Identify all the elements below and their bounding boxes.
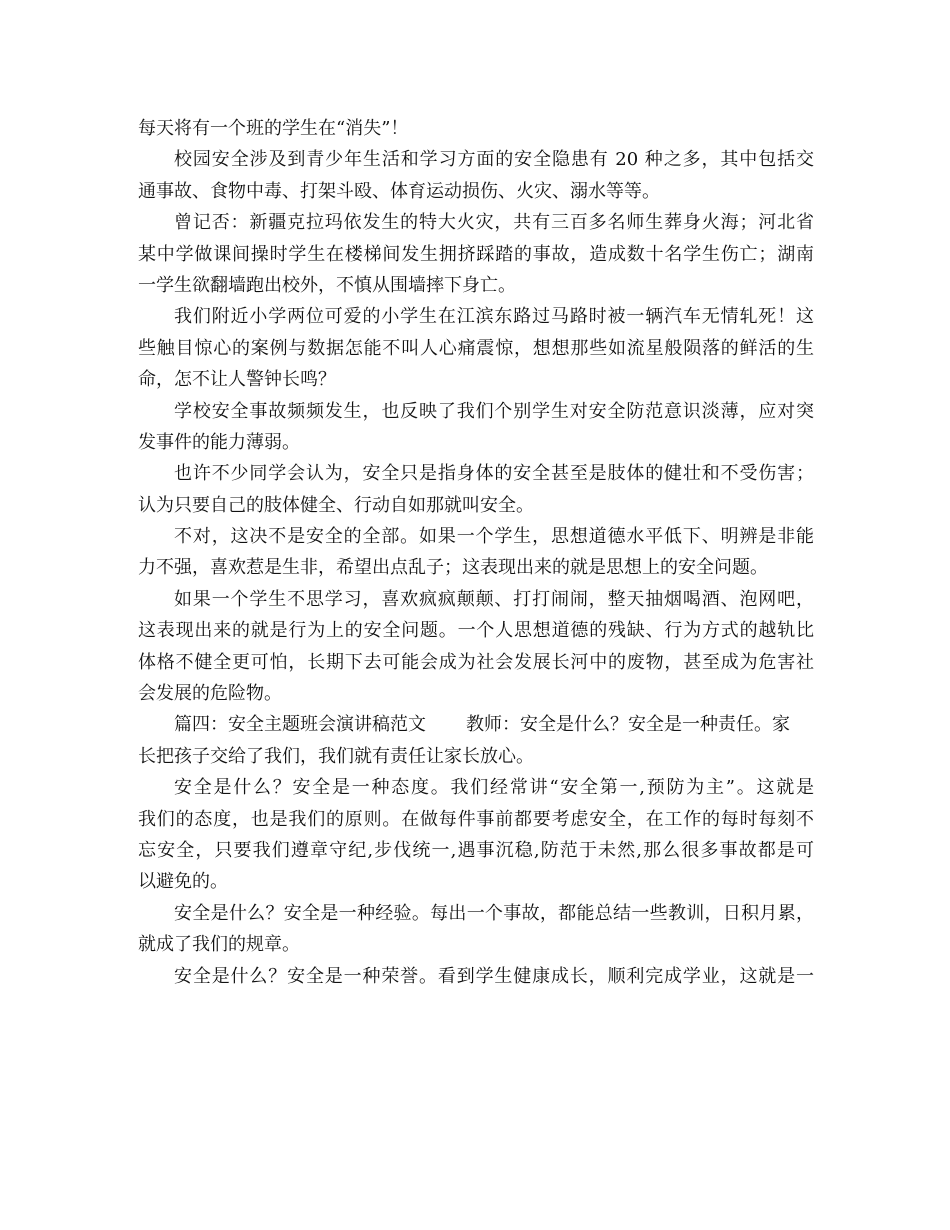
paragraph-line: 不对，这决不是安全的全部。如果一个学生，思想道德水平低下、明辨是非能 (174, 526, 814, 548)
paragraph-line: 学校安全事故频频发生，也反映了我们个别学生对安全防范意识淡薄，应对突 (174, 400, 814, 422)
paragraph-line: 安全是什么？安全是一种态度。我们经常讲“安全第一,预防为主”。这就是 (174, 777, 814, 799)
paragraph-line: 某中学做课间操时学生在楼梯间发生拥挤踩踏的事故，造成数十名学生伤亡；湖南 (138, 243, 814, 265)
paragraph-line: 每天将有一个班的学生在“消失”！ (138, 118, 409, 139)
paragraph-line: 这表现出来的就是行为上的安全问题。一个人思想道德的残缺、行为方式的越轨比 (138, 620, 814, 642)
paragraph-line: 教师：安全是什么？安全是一种责任。家 (466, 714, 790, 736)
paragraph-line: 也许不少同学会认为，安全只是指身体的安全甚至是肢体的健壮和不受伤害； (174, 463, 814, 485)
paragraph-line: 一学生欲翻墙跑出校外，不慎从围墙摔下身亡。 (138, 274, 516, 296)
paragraph-line: 如果一个学生不思学习，喜欢疯疯颠颠、打打闹闹，整天抽烟喝酒、泡网吧， (174, 588, 814, 610)
section-heading: 篇四：安全主题班会演讲稿范文 (174, 714, 426, 736)
document-body (138, 113, 814, 992)
paragraph-line: 长把孩子交给了我们，我们就有责任让家长放心。 (138, 745, 534, 767)
paragraph-line: 我们的态度，也是我们的原则。在做每件事前都要考虑安全，在工作的每时每刻不 (138, 808, 814, 830)
paragraph-line: 命，怎不让人警钟长鸣？ (138, 369, 336, 391)
paragraph-line: 会发展的危险物。 (138, 683, 282, 705)
paragraph-line: 以避免的。 (138, 871, 228, 893)
section-heading-line (138, 709, 814, 740)
paragraph-line: 力不强，喜欢惹是生非，希望出点乱子；这表现出来的就是思想上的安全问题。 (138, 557, 768, 579)
paragraph-line: 就成了我们的规章。 (138, 934, 300, 956)
paragraph-line: 发事件的能力薄弱。 (138, 431, 300, 453)
paragraph-line: 通事故、食物中毒、打架斗殴、体育运动损伤、火灾、溺水等等。 (138, 180, 660, 202)
paragraph-line: 安全是什么？安全是一种荣誉。看到学生健康成长，顺利完成学业，这就是一 (174, 965, 814, 987)
paragraph-line: 校园安全涉及到青少年生活和学习方面的安全隐患有 20 种之多，其中包括交 (174, 149, 814, 171)
paragraph-line: 认为只要自己的肢体健全、行动自如那就叫安全。 (138, 494, 534, 516)
paragraph-line: 安全是什么？安全是一种经验。每出一个事故，都能总结一些教训，日积月累， (174, 902, 814, 924)
paragraph-line: 些触目惊心的案例与数据怎能不叫人心痛震惊，想想那些如流星般陨落的鲜活的生 (138, 337, 814, 359)
paragraph-line: 曾记否：新疆克拉玛依发生的特大火灾，共有三百多名师生葬身火海；河北省 (174, 212, 814, 234)
paragraph-line: 我们附近小学两位可爱的小学生在江滨东路过马路时被一辆汽车无情轧死！这 (174, 306, 814, 328)
paragraph-line: 忘安全，只要我们遵章守纪,步伐统一,遇事沉稳,防范于未然,那么很多事故都是可 (138, 839, 814, 861)
paragraph-line: 体格不健全更可怕，长期下去可能会成为社会发展长河中的废物，甚至成为危害社 (138, 651, 814, 673)
